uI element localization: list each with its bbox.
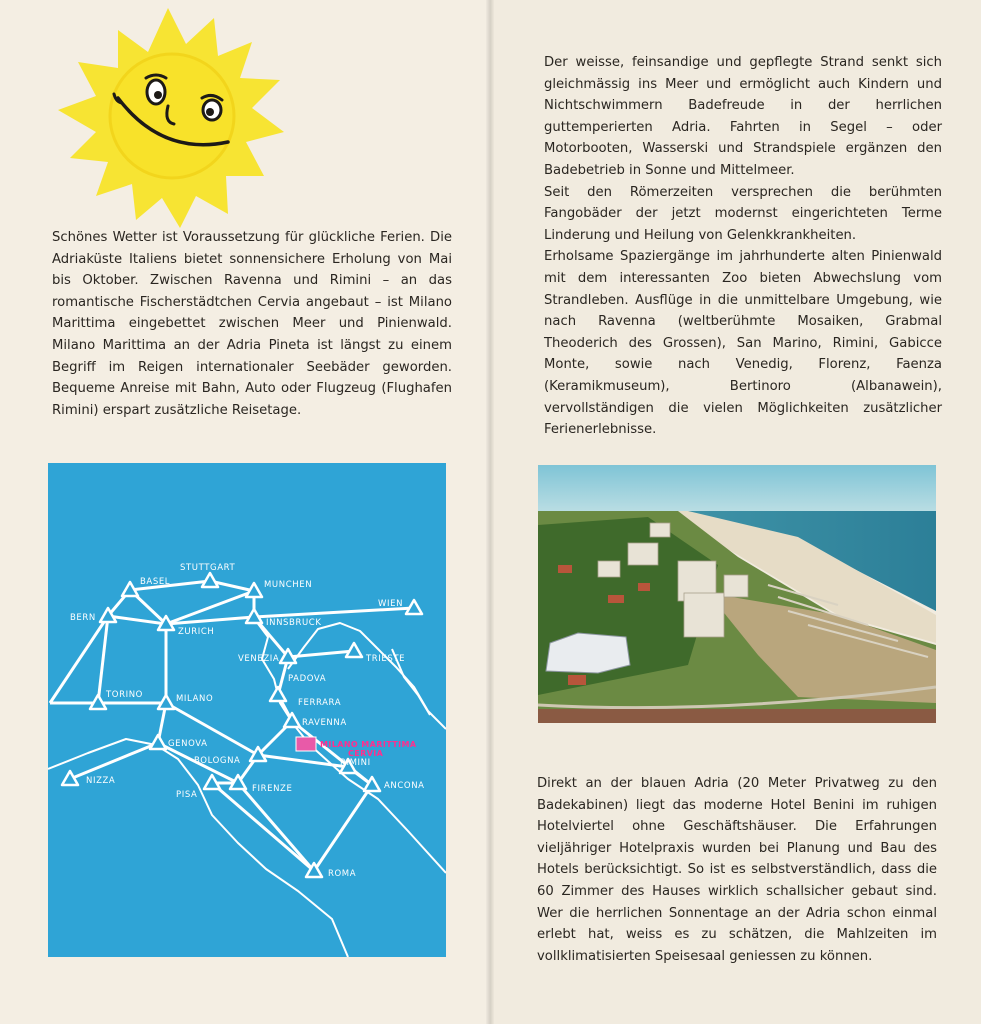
city-ravenna: RAVENNA xyxy=(302,718,347,728)
hotel-description xyxy=(537,773,937,967)
city-basel: BASEL xyxy=(140,577,171,587)
smiling-sun-illustration xyxy=(52,6,284,228)
excursions-paragraph: Erholsame Spaziergänge im jahrhunderte alten Pinienwald mit dem interessanten Zoo bieten Abwechslung vom Strandleben. Ausflüge in die unmittelbare Umgebung, wie nach Ravenna (weltberühmte Mosaiken, Grabmal Theoderich des Grossen), San Marino, Rimini, Gabicce Monte, sowie nach Venedig, Florenz, Faenza (Keramikmuseum), Bertinoro (Albanawein), vervollständigen die vielen Möglichkeiten zusätzlicher Ferienerlebnisse. xyxy=(544,249,942,438)
city-milano: MILANO xyxy=(176,694,214,704)
beach-paragraph: Der weisse, feinsandige und gepflegte Strand senkt sich gleichmässig ins Meer und ermöglicht auch Kindern und Nichtschwimmern Badefreude in der herrlichen guttemperierten Adria. Fahrten in Segel – oder Motorbooten, Wasserski und Strandspiele ergänzen den Badebetrieb in Sonne und Mittelmeer. xyxy=(544,55,942,178)
city-stuttgart: STUTTGART xyxy=(180,563,236,573)
city-trieste: TRIESTE xyxy=(366,654,406,664)
hotel-paragraph: Direkt an der blauen Adria (20 Meter Privatweg zu den Badekabinen) liegt das moderne Hotel Benini im ruhigen Hotelviertel ohne Geschäftshäuser. Die Erfahrungen vieljähriger Hotelpraxis wurden bei Planung und Bau des Hotels berücksichtigt. So ist es selbstverständlich, dass die 60 Zimmer des Hauses wirklich schallsicher gebaut sind. Wer die herrlichen Sonnentage an der Adria schon einmal erlebt hat, weiss es zu schätzen, die Mahlzeiten im vollklimatisierten Speisesaal geniessen zu können. xyxy=(537,776,937,964)
city-firenze: FIRENZE xyxy=(252,784,293,794)
intro-paragraph xyxy=(52,227,452,421)
city-rimini: RIMINI xyxy=(340,758,371,768)
route-lines xyxy=(50,581,414,871)
beach-description xyxy=(544,52,942,441)
city-ferrara: FERRARA xyxy=(298,698,342,708)
city-innsbruck: INNSBRUCK xyxy=(266,618,322,628)
destination-sublabel: CERVIA xyxy=(348,749,384,758)
intro-text: Schönes Wetter ist Voraussetzung für glückliche Ferien. Die Adriaküste Italiens bietet sonnensichere Erholung von Mai bis Oktober. Zwischen Ravenna und Rimini – an das romantische Fischerstädtchen Cervia angebaut – ist Milano Marittima eingebettet zwischen Meer und Pinienwald. Milano Marittima an der Adria Pineta ist längst zu einem Begriff im Reigen internationaler Seebäder geworden. Bequeme Anreise mit Bahn, Auto oder Flugzeug (Flughafen Rimini) erspart zusätzliche Reisetage. xyxy=(52,230,452,418)
city-bern: BERN xyxy=(70,613,96,623)
city-munchen: MUNCHEN xyxy=(264,580,313,590)
destination-label: MILANO MARITTIMA xyxy=(320,740,417,749)
city-bologna: BOLOGNA xyxy=(194,756,241,766)
city-pisa: PISA xyxy=(176,790,198,800)
city-genova: GENOVA xyxy=(168,739,208,749)
spa-paragraph: Seit den Römerzeiten versprechen die berühmten Fangobäder der jetzt modernst eingerichteten Terme Linderung und Heilung von Gelenkkrankheiten. xyxy=(544,184,942,243)
city-nizza: NIZZA xyxy=(86,776,116,786)
city-venezia: VENEZIA xyxy=(238,654,280,664)
city-ancona: ANCONA xyxy=(384,781,425,791)
city-torino: TORINO xyxy=(106,690,143,700)
left-page xyxy=(0,0,490,1024)
city-roma: ROMA xyxy=(328,869,357,879)
page-fold xyxy=(486,0,494,1024)
city-padova: PADOVA xyxy=(288,674,327,684)
aerial-beach-photo xyxy=(538,465,936,723)
city-wien: WIEN xyxy=(378,599,404,609)
destination-marker xyxy=(296,737,316,751)
route-map xyxy=(48,463,446,957)
city-zurich: ZURICH xyxy=(178,627,215,637)
